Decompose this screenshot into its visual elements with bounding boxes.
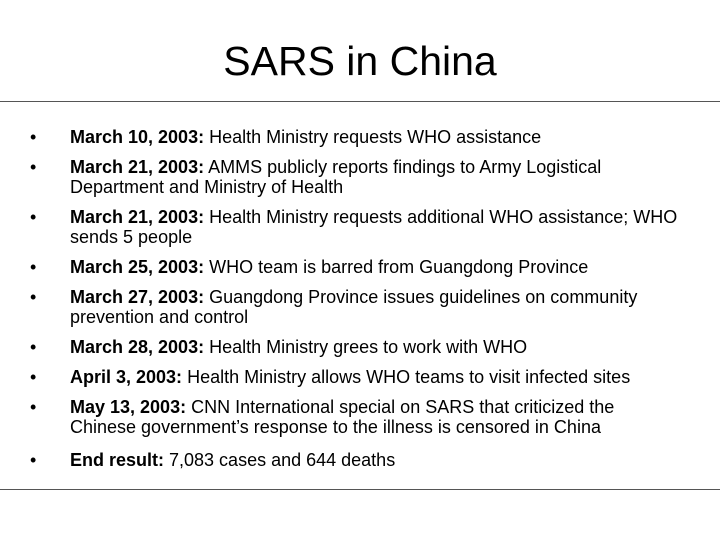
timeline-item-result [0,450,720,470]
title-divider [0,101,720,102]
bullet-icon: • [30,257,37,277]
item-text: 7,083 cases and 644 deaths [164,450,396,470]
bullet-icon: • [30,287,37,307]
slide-title: SARS in China [223,38,497,84]
item-date-label: March 27, 2003: [70,287,205,307]
timeline-item [0,157,720,197]
bullet-icon: • [30,397,37,417]
item-text: Health Ministry allows WHO teams to visit infected sites [182,367,631,387]
bullet-icon: • [30,367,37,387]
timeline-item [0,367,720,387]
item-date-label: March 21, 2003: [70,157,205,177]
timeline-item [0,337,720,357]
timeline-item [0,397,720,437]
bullet-icon: • [30,450,37,470]
item-date-label: March 10, 2003: [70,127,205,147]
item-text: Health Ministry requests WHO assistance [204,127,542,147]
item-text: AMMS publicly reports findings to Army Logistical Department and Ministry of Health [70,157,602,197]
item-text: WHO team is barred from Guangdong Province [204,257,589,277]
item-text: CNN International special on SARS that criticized the Chinese government’s response to the illness is censored in China [70,397,615,437]
item-text: Health Ministry requests additional WHO assistance; WHO sends 5 people [70,207,678,247]
bullet-icon: • [30,157,37,177]
footer-divider [0,489,720,490]
item-date-label: May 13, 2003: [70,397,187,417]
timeline-list [0,127,720,480]
timeline-item [0,207,720,247]
bullet-icon: • [30,127,37,147]
timeline-item [0,127,720,147]
item-text: Health Ministry grees to work with WHO [204,337,528,357]
bullet-icon: • [30,207,37,227]
item-date-label: End result: [70,450,165,470]
item-date-label: March 25, 2003: [70,257,205,277]
item-text: Guangdong Province issues guidelines on community prevention and control [70,287,638,327]
timeline-item [0,257,720,277]
item-date-label: April 3, 2003: [70,367,183,387]
item-date-label: March 28, 2003: [70,337,205,357]
item-date-label: March 21, 2003: [70,207,205,227]
bullet-icon: • [30,337,37,357]
timeline-item [0,287,720,327]
